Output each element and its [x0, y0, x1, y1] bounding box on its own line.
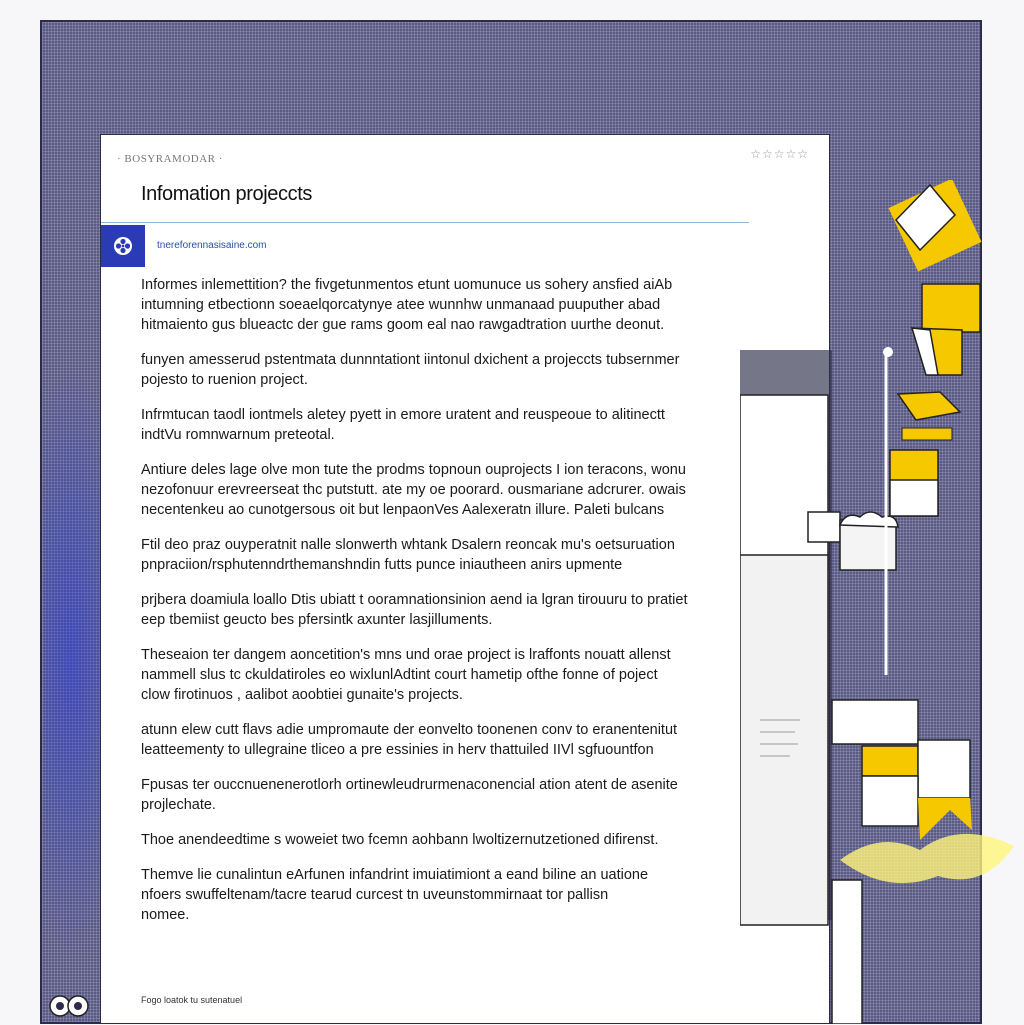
text-line: nfoers swuffeltenam/tacre tearud curcest tn uveunstommirnaat tor pallisn — [141, 887, 609, 903]
yellow-chevron — [918, 798, 972, 840]
text-line: necentenkeu ao cunotgersous oit but lenpaonVes Aalexeratn illure. Paleti bulcans — [141, 502, 665, 518]
text-line: Antiure deles lage olve mon tute the prodms topnoun ouprojects I ion teracons, wonu — [141, 462, 686, 478]
text-line: funyen amesserud pstentmata dunnntationt iintonul dxichent a projeccts tubsernmer — [141, 352, 680, 368]
source-row — [101, 225, 501, 267]
body-paragraph — [141, 590, 721, 630]
text-line: indtVu romnwarnum preteotal. — [141, 427, 335, 443]
white-block-mid — [890, 480, 938, 516]
body-paragraph — [141, 830, 721, 850]
text-line: intumning etbectionn soeaelqorcatynye atee wunnhw unmanaad puuputher abad — [141, 297, 661, 313]
body-paragraph — [141, 535, 721, 575]
small-block — [808, 512, 840, 542]
document-page — [100, 134, 830, 1024]
grid-cell-lower — [862, 776, 918, 826]
text-line: Thoe anendeedtime s woweiet two fcemn aohbann lwoltizernutzetioned difirenst. — [141, 832, 659, 848]
text-line: Infrmtucan taodl iontmels aletey pyett in emore uratent and reuspeoue to alitinectt — [141, 407, 665, 423]
source-link[interactable]: tnereforennasisaine.com — [157, 240, 267, 251]
body-paragraph — [141, 720, 721, 760]
text-line: Ftil deo praz ouyperatnit nalle slonwerth whtank Dsalern reoncak mu's oetsuruation — [141, 537, 675, 553]
body-paragraph — [141, 350, 721, 390]
small-gem — [898, 392, 960, 420]
body-paragraph — [141, 405, 721, 445]
text-line: nammell slus tc ckuldatiroles eo wixlunlAdtint court hametip ofthe fonne of poject — [141, 667, 658, 683]
title-divider — [101, 222, 749, 223]
text-line: hitmaiento gus blueactc der gue rams goom eal nao rawgadtration uurthe deonut. — [141, 317, 665, 333]
rating-stars[interactable]: ☆☆☆☆☆ — [750, 147, 809, 161]
text-line: atunn elew cutt flavs adie umpromaute der eonvelto toonenen conv to eranentenitut — [141, 722, 678, 738]
yellow-stack-a — [922, 284, 980, 332]
body-paragraph — [141, 645, 721, 705]
grey-block — [840, 520, 896, 570]
flower-logo-icon — [101, 225, 145, 267]
tall-white-panel — [740, 395, 828, 570]
circles-logo-icon — [48, 990, 94, 1020]
white-tower — [740, 555, 828, 925]
building-illustration — [740, 180, 1024, 1024]
breadcrumb[interactable]: · BOSYRAMODAR · — [117, 153, 223, 165]
page-title: Infomation projeccts — [141, 183, 312, 205]
text-line: pojesto to ruenion project. — [141, 372, 308, 388]
yellow-splash — [840, 834, 1014, 883]
text-line: nomee. — [141, 907, 190, 923]
body-paragraph — [141, 275, 721, 335]
text-line: nezofonuur erevreerseat thc putstutt. ate my oe poorard. ousmariane adcrurer. owais — [141, 482, 686, 498]
body-paragraph — [141, 865, 721, 925]
text-line: prjbera doamiula loallo Dtis ubiatt t ooramnationsinion aend ia lgran tirouuru to pratiet — [141, 592, 688, 608]
footer-note: Fogo loatok tu sutenatuel — [141, 995, 243, 1005]
text-line: clow firotinuos , aalibot aoobtiei gunaite's projects. — [141, 687, 463, 703]
body-paragraph — [141, 775, 721, 815]
text-line: Informes inlemettition? the fivgetunmentos etunt uomunuce us sohery ansfied aiAb — [141, 277, 673, 293]
grid-cell — [832, 700, 918, 744]
text-line: eep tbemiist geucto bes pfersintk axunter lasjilluments. — [141, 612, 493, 628]
text-line: Themve lie cunalintun eArfunen infandrint imuiatimiont a eand biline an uatione — [141, 867, 649, 883]
bottom-panel — [832, 880, 862, 1024]
text-line: projlechate. — [141, 797, 216, 813]
text-line: Fpusas ter ouccnuenenerotlorh ortinewleudrurmenaconencial ation atent de asenite — [141, 777, 678, 793]
yellow-cell — [862, 746, 918, 776]
document-body — [141, 275, 721, 940]
document-topbar — [117, 149, 809, 165]
text-line: pnpraciion/rsphutenndrthemanshndin futts punce iniautheen anirs upmente — [141, 557, 623, 573]
text-line: Theseaion ter dangem aoncetition's mns und orae project is lraffonts nouatt allenst — [141, 647, 671, 663]
grid-cell-right — [918, 740, 970, 798]
yellow-bar — [902, 428, 952, 440]
body-paragraph — [141, 460, 721, 520]
text-line: leatteementy to ullegraine tliceo a pre essinies in herv thattuiled IIVl sgfuountfon — [141, 742, 654, 758]
